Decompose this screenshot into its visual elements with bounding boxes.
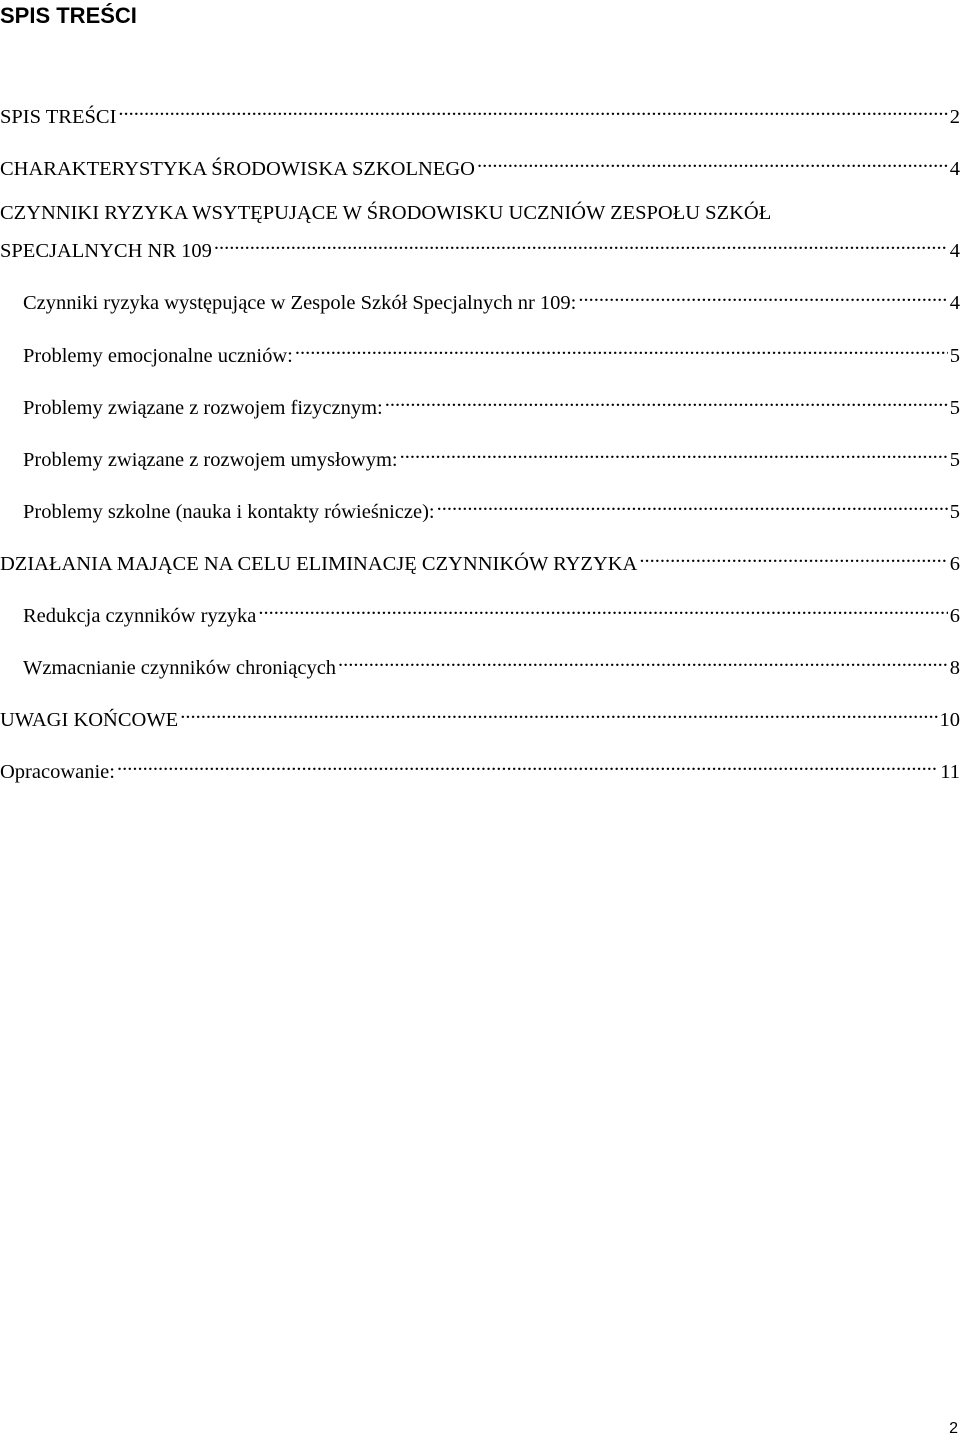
toc-entry-page: 2 [949,106,960,128]
toc-entry-title: Problemy emocjonalne uczniów: [23,345,293,367]
dot-leader [578,281,947,309]
dot-leader [295,334,948,362]
dot-leader [214,229,948,257]
toc-entry-czynniki-ryzyka-line1[interactable]: CZYNNIKI RYZYKA WSYTĘPUJĄCE W ŚRODOWISKU UCZNIÓW ZESPOŁU SZKÓŁ [0,202,772,224]
toc-entry-dzialania[interactable] [0,542,960,575]
toc-entry-title: Problemy związane z rozwojem fizycznym: [23,397,383,419]
toc-entry-problemy-emocjonalne[interactable] [23,334,960,367]
toc-entry-title: Opracowanie: [0,761,115,783]
dot-leader [338,646,948,674]
toc-entry-redukcja[interactable] [23,594,960,627]
toc-entry-page: 6 [949,553,960,575]
toc-entry-wzmacnianie[interactable] [23,646,960,679]
page-title: SPIS TREŚCI [0,3,137,28]
dot-leader [258,594,947,622]
toc-entry-page: 11 [940,761,960,783]
dot-leader [437,490,948,518]
dot-leader [477,147,948,175]
toc-entry-uwagi-koncowe[interactable] [0,698,960,731]
dot-leader [180,698,937,726]
dot-leader [117,750,938,778]
toc-entry-title: Czynniki ryzyka występujące w Zespole Szkół Specjalnych nr 109: [23,292,577,314]
dot-leader [400,438,948,466]
toc-entry-page: 6 [949,605,960,627]
toc-entry-spis-tresci[interactable] [0,95,960,128]
toc-entry-opracowanie[interactable] [0,750,960,783]
toc-entry-title: Wzmacnianie czynników chroniących [23,657,337,679]
toc-entry-page: 5 [949,501,960,523]
toc-entry-page: 5 [949,345,960,367]
toc-entry-page: 4 [949,292,960,314]
dot-leader [118,95,947,123]
toc-entry-title: Problemy szkolne (nauka i kontakty rówieśnicze): [23,501,435,523]
toc-entry-czynniki-ryzyka[interactable] [0,229,960,262]
toc-entry-problemy-fizyczne[interactable] [23,386,960,419]
toc-entry-page: 8 [949,657,960,679]
toc-entry-page: 4 [949,240,960,262]
toc-entry-page: 5 [949,397,960,419]
toc-entry-charakterystyka[interactable] [0,147,960,180]
toc-entry-title: DZIAŁANIA MAJĄCE NA CELU ELIMINACJĘ CZYNNIKÓW RYZYKA [0,553,638,575]
toc-entry-title: UWAGI KOŃCOWE [0,709,179,731]
toc-entry-title: SPIS TREŚCI [0,106,117,128]
toc-entry-problemy-szkolne[interactable] [23,490,960,523]
page-number: 2 [949,1420,958,1437]
toc-entry-title: SPECJALNYCH NR 109 [0,240,212,262]
toc-entry-page: 4 [949,158,960,180]
dot-leader [639,542,947,570]
toc-entry-page: 5 [949,449,960,471]
toc-entry-problemy-umyslowe[interactable] [23,438,960,471]
toc-entry-title: Redukcja czynników ryzyka [23,605,257,627]
toc-entry-czynniki-zespol[interactable] [23,281,960,314]
toc-entry-title: Problemy związane z rozwojem umysłowym: [23,449,398,471]
toc-entry-title: CHARAKTERYSTYKA ŚRODOWISKA SZKOLNEGO [0,158,475,180]
toc-entry-page: 10 [939,709,960,731]
dot-leader [385,386,948,414]
